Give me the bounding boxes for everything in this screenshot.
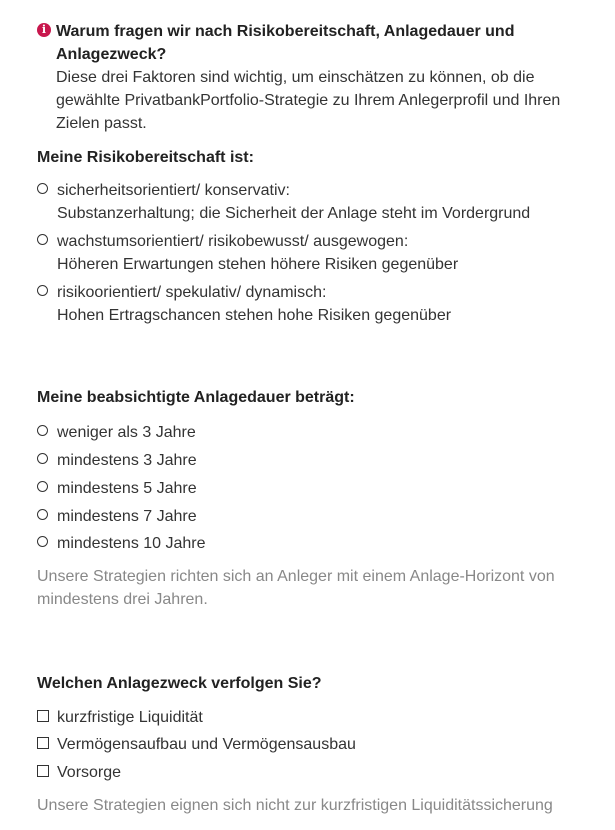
purpose-option-wealth[interactable]	[37, 733, 577, 756]
radio-button[interactable]	[37, 509, 48, 520]
checkbox[interactable]	[37, 765, 49, 777]
duration-option-label[interactable]: weniger als 3 Jahre	[57, 424, 196, 441]
duration-option-10[interactable]	[37, 532, 577, 555]
risk-option-description: Höheren Erwartungen stehen höhere Risiken gegenüber	[57, 256, 459, 273]
duration-option-5[interactable]	[37, 477, 577, 500]
duration-hint: Unsere Strategien richten sich an Anleger mit einem Anlage-Horizont von mindestens drei Jahren.	[37, 568, 555, 608]
info-icon: i	[37, 23, 51, 37]
duration-option-lt3[interactable]	[37, 421, 577, 444]
risk-option-conservative[interactable]	[37, 179, 577, 225]
radio-button[interactable]	[37, 183, 48, 194]
checkbox[interactable]	[37, 737, 49, 749]
info-box	[37, 20, 577, 135]
duration-option-label[interactable]: mindestens 5 Jahre	[57, 480, 197, 497]
risk-option-dynamic[interactable]	[37, 281, 577, 327]
info-title: Warum fragen wir nach Risikobereitschaft, Anlagedauer und Anlagezweck?	[56, 23, 515, 63]
duration-option-7[interactable]	[37, 505, 577, 528]
radio-button[interactable]	[37, 285, 48, 296]
radio-button[interactable]	[37, 425, 48, 436]
radio-button[interactable]	[37, 453, 48, 464]
checkbox[interactable]	[37, 710, 49, 722]
duration-option-label[interactable]: mindestens 10 Jahre	[57, 535, 206, 552]
duration-heading: Meine beabsichtigte Anlagedauer beträgt:	[37, 389, 355, 406]
purpose-heading: Welchen Anlagezweck verfolgen Sie?	[37, 675, 322, 692]
info-text: Diese drei Faktoren sind wichtig, um einschätzen zu können, ob die gewählte PrivatbankPortfolio-Strategie zu Ihrem Anlegerprofil und Ihren Zielen passt.	[56, 69, 561, 132]
purpose-hint: Unsere Strategien eignen sich nicht zur kurzfristigen Liquiditätssicherung	[37, 797, 553, 814]
duration-option-label[interactable]: mindestens 7 Jahre	[57, 508, 197, 525]
risk-option-label[interactable]: wachstumsorientiert/ risikobewusst/ ausgewogen:	[57, 233, 409, 250]
risk-option-description: Substanzerhaltung; die Sicherheit der Anlage steht im Vordergrund	[57, 205, 531, 222]
purpose-option-label[interactable]: Vermögensaufbau und Vermögensausbau	[57, 736, 356, 753]
risk-option-label[interactable]: sicherheitsorientiert/ konservativ:	[57, 182, 290, 199]
radio-button[interactable]	[37, 536, 48, 547]
purpose-option-label[interactable]: kurzfristige Liquidität	[57, 709, 203, 726]
risk-option-description: Hohen Ertragschancen stehen hohe Risiken gegenüber	[57, 307, 452, 324]
risk-option-label[interactable]: risikoorientiert/ spekulativ/ dynamisch:	[57, 284, 327, 301]
purpose-option-provision[interactable]	[37, 761, 577, 784]
radio-button[interactable]	[37, 481, 48, 492]
duration-option-3[interactable]	[37, 449, 577, 472]
purpose-option-liquidity[interactable]	[37, 706, 577, 729]
radio-button[interactable]	[37, 234, 48, 245]
duration-option-label[interactable]: mindestens 3 Jahre	[57, 452, 197, 469]
purpose-option-label[interactable]: Vorsorge	[57, 764, 122, 781]
risk-option-balanced[interactable]	[37, 230, 577, 276]
risk-heading: Meine Risikobereitschaft ist:	[37, 149, 254, 166]
